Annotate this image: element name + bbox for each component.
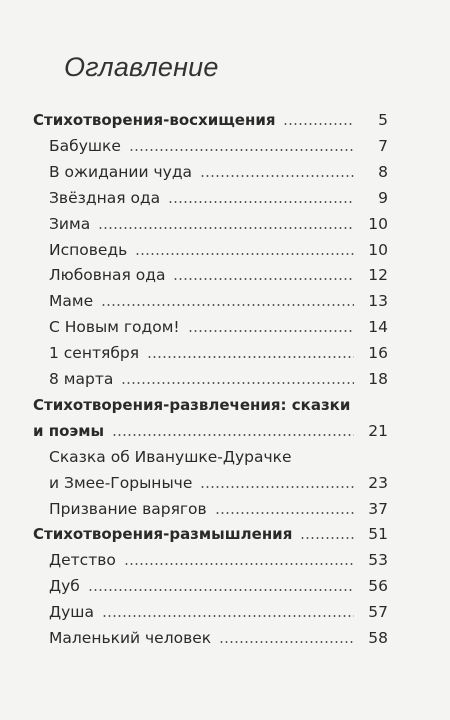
toc-entry-page: 5	[378, 111, 388, 129]
toc-entry-label: Звёздная ода	[49, 186, 166, 210]
dot-leader	[129, 149, 354, 151]
toc-entry-label: и поэмы	[33, 419, 110, 443]
toc-entry[interactable]	[0, 186, 450, 210]
dot-leader	[200, 175, 354, 177]
toc-entry[interactable]	[0, 600, 450, 624]
toc-entry-label: Маме	[49, 289, 99, 313]
toc-entry[interactable]	[0, 419, 450, 443]
toc-entry-page: 10	[368, 240, 388, 259]
toc-entry-page: 7	[378, 136, 388, 155]
toc-entry-page: 57	[368, 603, 388, 622]
toc-entry-label: Любовная ода	[49, 263, 171, 287]
toc-title: Оглавление	[64, 52, 219, 82]
toc-entry-page: 9	[378, 188, 388, 207]
toc-entry-page: 56	[368, 577, 388, 596]
toc-entry-label: Дуб	[49, 574, 86, 598]
toc-entry[interactable]	[0, 626, 450, 650]
dot-leader	[200, 486, 354, 488]
toc-entry-page: 13	[368, 292, 388, 311]
dot-leader	[300, 537, 354, 539]
toc-entry[interactable]	[0, 522, 450, 546]
toc-entry-page: 18	[368, 370, 388, 388]
dot-leader	[168, 201, 354, 203]
toc-entry[interactable]	[0, 134, 450, 158]
dot-leader	[102, 615, 354, 617]
toc-entry-page: 8	[378, 162, 388, 181]
toc-entry[interactable]	[0, 263, 450, 287]
toc-entry-label: Бабушке	[49, 134, 127, 158]
toc-entry-label: С Новым годом!	[49, 315, 186, 339]
toc-entry[interactable]	[0, 393, 450, 417]
toc-entry[interactable]	[0, 289, 450, 313]
toc-entry-label: Исповедь	[49, 238, 133, 262]
toc-entry[interactable]	[0, 212, 450, 236]
toc-entry-label: Стихотворения-размышления	[33, 522, 298, 546]
dot-leader	[219, 641, 354, 643]
dot-leader	[173, 278, 354, 280]
toc-entry-page: 12	[368, 266, 388, 285]
dot-leader	[124, 563, 354, 565]
toc-entry-page: 10	[368, 214, 388, 233]
toc-entry-label: В ожидании чуда	[49, 160, 198, 184]
toc-entry-page: 51	[368, 525, 388, 544]
toc-entry[interactable]	[0, 108, 450, 132]
toc-entry-page: 37	[368, 499, 388, 518]
dot-leader	[121, 382, 354, 384]
toc-entry-page: 21	[368, 421, 388, 440]
toc-entry[interactable]	[0, 315, 450, 339]
toc-entry[interactable]	[0, 341, 450, 365]
toc-entry[interactable]	[0, 238, 450, 262]
toc-entry[interactable]	[0, 574, 450, 598]
toc-entry-label: Душа	[49, 600, 100, 624]
toc-entry-label: 1 сентября	[49, 341, 145, 365]
toc-entry-label: Маленький человек	[49, 626, 217, 650]
toc-entry-label: и Змее-Горыныче	[49, 471, 198, 495]
toc-entry[interactable]	[0, 445, 450, 469]
dot-leader	[135, 253, 354, 255]
dot-leader	[88, 589, 354, 591]
toc-entry[interactable]	[0, 471, 450, 495]
toc-entry-label: Сказка об Иванушке-Дурачке	[49, 445, 298, 469]
dot-leader	[147, 356, 354, 358]
dot-leader	[112, 434, 354, 436]
toc-entry-page: 16	[368, 344, 388, 363]
toc-entry[interactable]	[0, 548, 450, 572]
dot-leader	[188, 330, 354, 332]
toc-entry-label: Детство	[49, 548, 122, 572]
toc-entry-page: 58	[368, 629, 388, 647]
toc-entry[interactable]	[0, 367, 450, 391]
dot-leader	[215, 512, 354, 514]
toc-entry-label: Зима	[49, 212, 96, 236]
toc-entry-page: 23	[368, 473, 388, 492]
toc-entry[interactable]	[0, 160, 450, 184]
toc-entry-page: 53	[368, 551, 388, 570]
toc-entry-label: Стихотворения-восхищения	[33, 108, 281, 132]
toc-entry-label: Призвание варягов	[49, 497, 213, 521]
dot-leader	[283, 123, 354, 125]
toc-entry[interactable]	[0, 497, 450, 521]
dot-leader	[101, 304, 354, 306]
toc-entry-label: Стихотворения-развлечения: сказки	[33, 393, 356, 417]
toc-entry-page: 14	[368, 318, 388, 337]
toc-entry-label: 8 марта	[49, 367, 119, 391]
dot-leader	[98, 227, 354, 229]
